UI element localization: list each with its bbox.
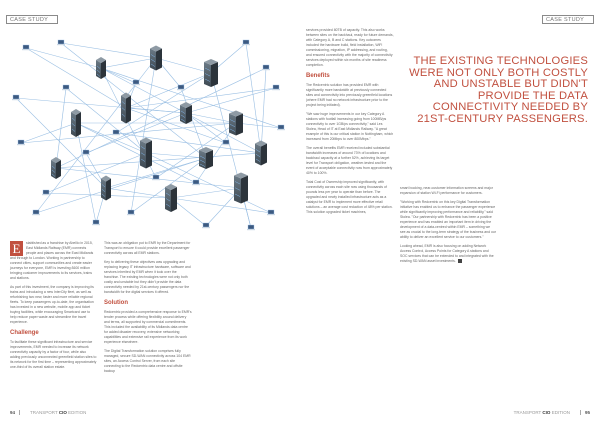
city-network-illustration-icon (6, 28, 288, 233)
server-rack-icon (121, 93, 131, 124)
pub-brand: CIO (542, 410, 551, 415)
laptop-icon (262, 65, 270, 70)
pub-suffix: EDITION (550, 410, 570, 415)
page-number-right: 95 (584, 410, 590, 415)
laptop-icon (277, 125, 285, 130)
pull-quote: THE EXISTING TECHNOLOGIES WERE NOT ONLY BOTH COSTLY AND UNSTABLE BUT DIDN'T PROVIDE THE DATA CONNECTIVITY NEEDED BY 21ST-CENTURY PASSENGERS. (409, 55, 588, 125)
page-number-left: 94 (10, 410, 16, 415)
laptop-icon (42, 190, 50, 195)
network-link (61, 43, 156, 58)
laptop-icon (22, 45, 30, 50)
laptop-icon (82, 150, 90, 155)
network-link (26, 48, 126, 108)
end-square-icon (458, 259, 462, 263)
laptop-icon (127, 210, 135, 215)
case-study-tag-right: CASE STUDY (542, 15, 594, 24)
server-rack-icon (71, 109, 81, 137)
footer-right (484, 410, 590, 416)
paragraph: services provided 80TB of capacity. This also works between sites on the backhaul, ready for future demands, with Category A, B and C stations. Key outcomes included the hardware build, field installation, WiFi commissioning, migration, IP addressing, and routing, and ensured connectivity with the majority of connectivity services deployed within six months of site readiness completion. (306, 28, 394, 67)
network-link (36, 158, 206, 213)
drop-cap: E (10, 241, 23, 256)
laptop-icon (62, 85, 70, 90)
laptop-icon (112, 130, 120, 135)
network-link (76, 123, 96, 223)
network-link (186, 113, 236, 123)
paragraph: The Redcentric solution has provided EMR with significantly more bandwidth at previously connected sites and connectivity into previously greenfield locations (where EMR had no network infrastructure prior to the project being initiated). (306, 83, 393, 107)
network-link (116, 133, 261, 153)
paragraph: Total Cost of Ownership improved significantly, with connectivity across each site now using thousands of pounds less per year to operate than before. The upgraded and newly installed infrastructure acts as a catalyst for EMR to implement more effective retail solutions – an average cost reduction of 48% per station. This solution upgraded ticket machines, (306, 180, 393, 214)
pub-prefix: TRANSPORT (513, 410, 543, 415)
network-link (156, 123, 236, 178)
heading-solution: Solution (104, 300, 128, 306)
laptop-icon (12, 95, 20, 100)
network-link (56, 153, 261, 168)
intro-paragraph: stablished as a franchise by Abellio in 2015, East Midlands Railway (EMR) connects people and places across the East Midlands and through to London. Working in partnership to connect cities, support communities and create easier journeys for everyone, EMR is investing £600 million bringing customer improvements to its services, trains and stations. (10, 241, 94, 280)
server-rack-icon (204, 59, 218, 87)
pub-prefix: TRANSPORT (30, 410, 59, 415)
laptop-icon (92, 220, 100, 225)
network-link (101, 68, 136, 83)
article-column-3 (306, 28, 394, 219)
laptop-icon (202, 223, 210, 228)
network-link (106, 158, 206, 188)
footer-divider (580, 410, 581, 415)
server-rack-icon (229, 111, 243, 136)
laptop-icon (267, 210, 275, 215)
laptop-icon (192, 180, 200, 185)
closing-text: Looking ahead, EMR is also focusing on adding Network Access Control, Access Points for Category A stations and SOC services that can be extended to and integrated with the existing SD-WAN asset investments. (400, 244, 494, 263)
laptop-icon (247, 225, 255, 230)
network-link (186, 88, 276, 113)
heading-challenge: Challenge (10, 330, 39, 336)
closing-paragraph (400, 244, 496, 264)
quote-paragraph: "We saw huge improvements in our key Category A stations with footfall increasing going from 100MB/ps connectivity to over 1GB/ps connectivity," said Les Stolea, Head of IT at East Midlands Railway. "A great example of this is our critical station in Nottingham, which increased from 20Mbps to over 800Mbps." (306, 112, 394, 141)
paragraph: The overall benefits EMR received included substantial bandwidth increases of around 73% of locations and backhaul capacity at a further 52%, achieving its target level for Transport obligation, weather-tested and the event of acceptable connectivity now from approximately 40% to 100%. (306, 146, 393, 175)
network-link (126, 73, 211, 108)
laptop-icon (17, 140, 25, 145)
server-rack-icon (165, 184, 177, 212)
paragraph: Redcentric provided a comprehensive response to EMR's tender process while offering flexibility around delivery and terms, all supported by commercial commitments. This included the availability of its Midlands data centre for added disaster recovery, extensive networking capabilities and extensive rail experience from its work experience elsewhere. (104, 310, 192, 344)
network-link (101, 58, 156, 68)
footer-left (10, 410, 86, 416)
network-link (261, 68, 266, 153)
laptop-icon (152, 175, 160, 180)
article-column-4 (400, 186, 496, 268)
server-rack-icon (150, 46, 162, 71)
network-link (26, 48, 101, 68)
paragraph: Key to delivering these objectives was upgrading and replacing legacy IT infrastructure hardware, software and services inherited by EMR when it took over the franchise. The existing technologies were not only both costly and unstable but they didn't provide the data connectivity needed by 21st-century passengers nor the bandwidth for the digital services it offered. (104, 260, 191, 294)
pub-brand: CIO (58, 410, 67, 415)
network-link (246, 43, 261, 153)
laptop-icon (57, 40, 65, 45)
laptop-icon (177, 85, 185, 90)
quote-paragraph: "Working with Redcentric on this key Digital Transformation initiative has enabled us to enhance the passenger experience while significantly improving performance and reliability," said Stolea. "Our partnership with Redcentric has been a positive experience and has enabled an important item in driving the development of a data-centred within EMR – something we see as crucial to the long-term strategy of the business and our ability to deliver an excellent service to our customers." (400, 200, 496, 239)
paragraph: To facilitate these significant infrastructure and service improvements, EMR needed to increase its network connectivity capacity by a factor of four, while also adding previously unconnected greenfield station sites to its network for the first time – representing approximately one-third of its overall station estate. (10, 340, 97, 369)
pub-suffix: EDITION (66, 410, 87, 415)
network-link (156, 58, 211, 73)
footer-divider (19, 410, 20, 415)
network-link (86, 113, 186, 153)
laptop-icon (222, 140, 230, 145)
heading-benefits: Benefits (306, 73, 330, 79)
server-rack-icon (199, 147, 213, 169)
paragraph: This was an obligation put to EMR by the Department for Transport to ensure it could provide excellent passenger connectivity across all EMR stations. (104, 241, 191, 255)
laptop-icon (132, 80, 140, 85)
network-link (56, 88, 66, 168)
network-link (76, 123, 146, 153)
laptop-icon (242, 40, 250, 45)
paragraph: As part of this investment, the company is improving its trains and introducing a new InterCity fleet, as well as refurbishing two new, faster and more reliable regional fleets. To keep passengers up-to-date, the organisation has invested in a new website, mobile app and ticket buying facilities, while encouraging Smartcard use to help reduce paper waste and streamline the travel experience. (10, 285, 94, 324)
server-rack-icon (140, 138, 152, 169)
network-link (21, 123, 76, 143)
publication-name-left (30, 410, 86, 415)
server-rack-icon (96, 57, 106, 79)
article-column-1 (10, 241, 97, 374)
article-column-2 (104, 241, 192, 378)
server-rack-icon (51, 157, 61, 179)
case-study-tag-left: CASE STUDY (6, 15, 58, 24)
paragraph: smart booking, near-customer information screens and major expansion of station Wi-Fi performance for customers. (400, 186, 493, 195)
publication-name-right (514, 410, 570, 415)
laptop-icon (32, 210, 40, 215)
server-rack-icon (234, 173, 248, 204)
server-rack-icon (101, 176, 111, 201)
laptop-icon (272, 85, 280, 90)
server-rack-icon (180, 102, 192, 124)
paragraph: The Digital Transformation solution comprises fully managed, secure SD-WAN connectivity across 104 EMR sites, an Access Control Server, from each site connecting to the Redcentric data centre and offsite backup (104, 349, 191, 373)
network-link (171, 188, 241, 198)
server-rack-icon (255, 141, 267, 166)
